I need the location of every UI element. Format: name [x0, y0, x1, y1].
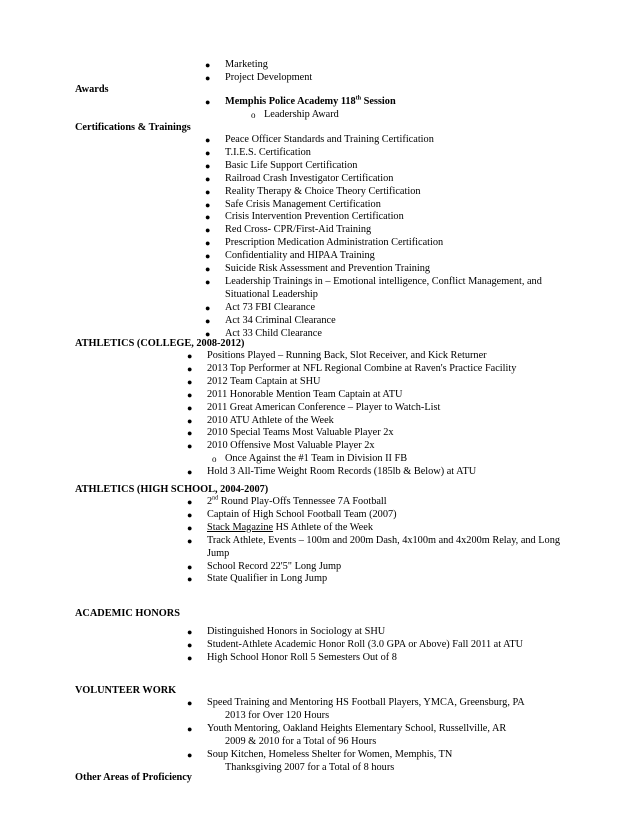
bullet-icon: ● — [205, 97, 211, 107]
bullet-icon: ● — [205, 225, 211, 236]
bullet-icon: ● — [205, 238, 211, 249]
bullet-icon: ● — [187, 749, 193, 760]
bullet-icon: ● — [205, 147, 211, 158]
list-item: ● Project Development — [205, 71, 313, 83]
academic-list — [187, 626, 567, 665]
other-heading: Other Areas of Proficiency — [75, 772, 192, 783]
bullet-icon: ● — [205, 173, 211, 184]
bullet-icon: ● — [187, 574, 193, 585]
list-item: ● Confidentiality and HIPAA Training — [205, 250, 375, 262]
list-item: ● High School Honor Roll 5 Semesters Out of 8 — [187, 651, 397, 663]
college-heading: ATHLETICS (COLLEGE, 2008-2012) — [75, 338, 245, 349]
list-item: ● Captain of High School Football Team (2007) — [187, 508, 397, 520]
list-item: ● Prescription Medication Administration Certification — [205, 237, 444, 249]
list-item: ● 2nd Round Play-Offs Tennessee 7A Football — [187, 495, 387, 507]
list-item: ● 2012 Team Captain at SHU — [187, 375, 321, 387]
list-item: ● 2013 Top Performer at NFL Regional Combine at Raven's Practice Facility — [187, 362, 517, 374]
bullet-icon: ● — [205, 276, 211, 287]
bullet-icon: ● — [205, 135, 211, 145]
bullet-icon: ● — [187, 351, 193, 361]
bullet-icon: ● — [205, 302, 211, 313]
bullet-icon: ● — [187, 441, 193, 452]
bullet-icon: ● — [187, 639, 193, 650]
awards-list — [205, 95, 570, 109]
list-item: ● State Qualifier in Long Jump — [187, 573, 328, 585]
bullet-icon: ● — [205, 186, 211, 197]
awards-sub-list — [251, 109, 339, 122]
list-item: ● 2011 Honorable Mention Team Captain at ATU — [187, 388, 403, 400]
list-item: ● Act 33 Child Clearance — [205, 327, 322, 339]
bullet-icon: ● — [187, 627, 193, 637]
volunteer-heading: VOLUNTEER WORK — [75, 685, 177, 696]
highschool-list — [187, 495, 567, 586]
list-item: ● Red Cross- CPR/First-Aid Training — [205, 224, 372, 236]
bullet-icon: ● — [205, 212, 211, 223]
list-item: ● Soup Kitchen, Homeless Shelter for Women, Memphis, TN Thanksgiving 2007 for a Total of 8 hours — [187, 748, 453, 773]
bullet-icon: ● — [187, 698, 193, 708]
bullet-icon: ● — [205, 264, 211, 275]
list-item: ● Youth Mentoring, Oakland Heights Elementary School, Russellville, AR 2009 & 2010 for a Total of 96 Hours — [187, 722, 507, 747]
list-item: ● Railroad Crash Investigator Certification — [205, 172, 394, 184]
bullet-icon: ● — [187, 428, 193, 439]
list-item: ● Memphis Police Academy 118th Session — [205, 95, 396, 107]
list-item: ● Stack Magazine HS Athlete of the Week — [187, 521, 373, 533]
list-item: ● Crisis Intervention Prevention Certification — [205, 211, 404, 223]
bullet-icon: ● — [187, 652, 193, 663]
list-item: ● Positions Played – Running Back, Slot Receiver, and Kick Returner — [187, 350, 487, 361]
list-item: ● Student-Athlete Academic Honor Roll (3.0 GPA or Above) Fall 2011 at ATU — [187, 638, 524, 650]
bullet-icon: ● — [187, 522, 193, 533]
list-item: ● Leadership Trainings in – Emotional intelligence, Conflict Management, and Situational Leadership — [205, 275, 542, 300]
list-item: ● 2011 Great American Conference – Player to Watch-List — [187, 401, 441, 413]
top-list — [205, 59, 570, 85]
awards-heading: Awards — [75, 84, 109, 95]
list-item: ● Track Athlete, Events – 100m and 200m Dash, 4x100m and 4x200m Relay, and Long Jump — [187, 534, 561, 559]
bullet-icon: ● — [205, 251, 211, 262]
bullet-icon: ● — [205, 199, 211, 210]
list-item: ● 2010 Offensive Most Valuable Player 2x — [187, 440, 375, 452]
college-sub-list — [212, 453, 408, 466]
circle-bullet-icon: o — [212, 454, 217, 464]
certs-heading: Certifications & Trainings — [75, 122, 191, 133]
list-item: ● T.I.E.S. Certification — [205, 146, 311, 158]
college-list — [187, 350, 567, 453]
list-item: ● Speed Training and Mentoring HS Football Players, YMCA, Greensburg, PA 2013 for Over 120 Hours — [187, 697, 525, 721]
certs-list — [205, 134, 570, 341]
volunteer-list — [187, 697, 567, 774]
academic-heading: ACADEMIC HONORS — [75, 608, 180, 619]
list-item: ● Act 73 FBI Clearance — [205, 301, 316, 313]
list-item: ● Safe Crisis Management Certification — [205, 198, 381, 210]
bullet-icon: ● — [205, 160, 211, 171]
list-item: ● 2010 ATU Athlete of the Week — [187, 414, 334, 426]
bullet-icon: ● — [187, 723, 193, 734]
bullet-icon: ● — [187, 561, 193, 572]
highschool-heading: ATHLETICS (HIGH SCHOOL, 2004-2007) — [75, 484, 269, 495]
list-item: ● 2010 Special Teams Most Valuable Player 2x — [187, 427, 394, 439]
bullet-icon: ● — [187, 376, 193, 387]
bullet-icon: ● — [205, 60, 211, 70]
bullet-icon: ● — [187, 363, 193, 374]
list-item: ● School Record 22'5" Long Jump — [187, 560, 342, 572]
circle-bullet-icon: o — [251, 110, 256, 120]
college-list-last — [187, 466, 567, 479]
bullet-icon: ● — [205, 72, 211, 83]
bullet-icon: ● — [187, 535, 193, 546]
bullet-icon: ● — [187, 509, 193, 520]
list-item: o Once Against the #1 Team in Division II FB — [212, 453, 408, 464]
list-item: ● Basic Life Support Certification — [205, 159, 358, 171]
bullet-icon: ● — [187, 467, 193, 477]
list-item: ● Suicide Risk Assessment and Prevention Training — [205, 263, 431, 275]
list-item: ● Act 34 Criminal Clearance — [205, 314, 336, 326]
list-item: ● Hold 3 All-Time Weight Room Records (185lb & Below) at ATU — [187, 466, 477, 477]
list-item: ● Marketing — [205, 59, 268, 70]
bullet-icon: ● — [205, 328, 211, 339]
bullet-icon: ● — [187, 402, 193, 413]
list-item: ● Peace Officer Standards and Training Certification — [205, 134, 434, 145]
bullet-icon: ● — [205, 315, 211, 326]
bullet-icon: ● — [187, 389, 193, 400]
list-item: o Leadership Award — [251, 109, 339, 120]
list-item: ● Distinguished Honors in Sociology at SHU — [187, 626, 386, 637]
list-item: ● Reality Therapy & Choice Theory Certification — [205, 185, 421, 197]
bullet-icon: ● — [187, 497, 193, 507]
bullet-icon: ● — [187, 415, 193, 426]
